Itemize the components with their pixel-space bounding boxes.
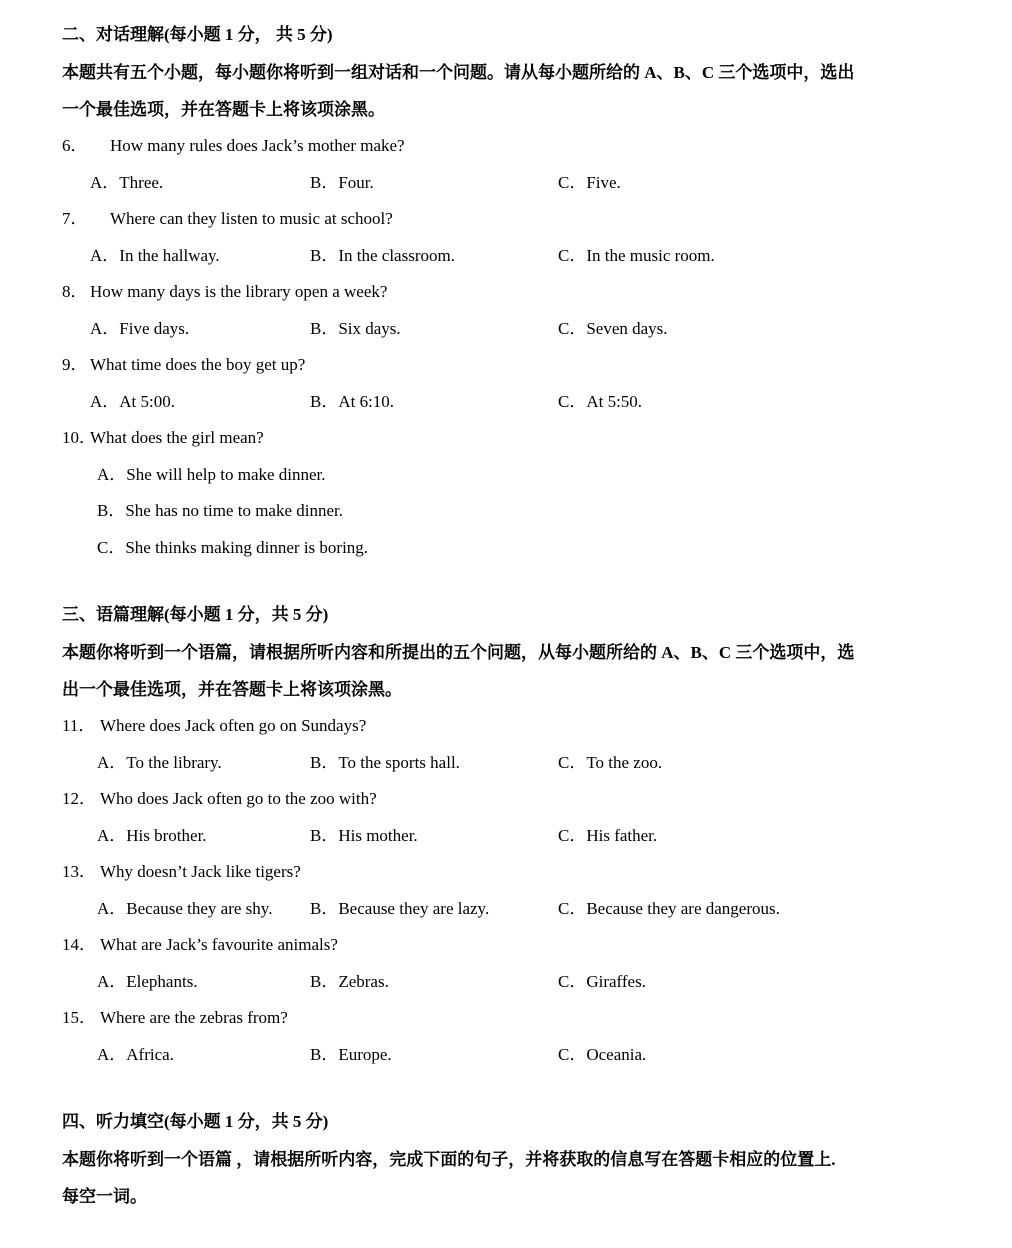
answer-option: C．Giraffes. [558,971,646,991]
question-number: 14． [62,935,96,954]
question-number: 9． [62,355,88,374]
question-number: 11． [62,716,96,735]
answer-option: C．At 5:50. [558,391,643,411]
question-text: Who does Jack often go to the zoo with? [100,789,377,808]
answer-option: C．Oceania. [558,1044,647,1064]
answer-option: C．Seven days. [558,318,668,338]
answer-option: B．Six days. [310,318,401,338]
answer-option: C．To the zoo. [558,752,663,772]
question-number: 15． [62,1008,96,1027]
question-text: What does the girl mean? [90,428,264,447]
question-text: What are Jack’s favourite animals? [100,935,338,954]
section-instructions: 本题你将听到一个语篇，请根据所听内容和所提出的五个问题，从每小题所给的 A、B、C 三个选项中，选 [62,643,855,662]
question-text: Where does Jack often go on Sundays? [100,716,367,735]
question-text: How many rules does Jack’s mother make? [110,136,405,155]
question-text: Where can they listen to music at school? [110,209,393,228]
question-number: 10． [62,428,96,447]
section-heading: 四、听力填空(每小题 1 分，共 5 分) [62,1112,329,1131]
answer-option: A．Because they are shy. [97,898,273,918]
answer-option: C．She thinks making dinner is boring. [97,537,369,557]
answer-option: C．His father. [558,825,658,845]
answer-option: B．Europe. [310,1044,392,1064]
answer-option: A．To the library. [97,752,222,772]
answer-option: A．She will help to make dinner. [97,464,326,484]
answer-option: C．In the music room. [558,245,715,265]
answer-option: B．To the sports hall. [310,752,460,772]
section-instructions: 本题你将听到一个语篇 ，请根据所听内容，完成下面的句子，并将获取的信息写在答题卡相应的位置上. [62,1150,836,1169]
answer-option: A．In the hallway. [90,245,220,265]
answer-option: C．Because they are dangerous. [558,898,780,918]
question-text: How many days is the library open a week? [90,282,388,301]
question-text: Why doesn’t Jack like tigers? [100,862,301,881]
section-instructions: 本题共有五个小题，每小题你将听到一组对话和一个问题。请从每小题所给的 A、B、C 三个选项中，选出 [62,63,855,82]
answer-option: B．At 6:10. [310,391,395,411]
question-number: 7． [62,209,88,228]
answer-option: A．Africa. [97,1044,174,1064]
answer-option: A．Elephants. [97,971,198,991]
answer-option: A．His brother. [97,825,207,845]
answer-option: B．Because they are lazy. [310,898,490,918]
section-instructions: 出一个最佳选项，并在答题卡上将该项涂黑。 [62,679,402,699]
answer-option: B．She has no time to make dinner. [97,501,343,520]
section-heading: 二、对话理解(每小题 1 分， 共 5 分) [62,25,333,44]
answer-option: B．In the classroom. [310,245,455,265]
question-number: 13． [62,862,96,881]
question-text: What time does the boy get up? [90,355,306,374]
answer-option: A．Three. [90,172,164,192]
question-text: Where are the zebras from? [100,1008,288,1027]
answer-option: B．Zebras. [310,971,389,991]
answer-option: B．His mother. [310,825,418,845]
section-instructions: 每空一词。 [62,1186,147,1206]
answer-option: B．Four. [310,172,374,192]
section-heading: 三、语篇理解(每小题 1 分，共 5 分) [62,605,329,624]
question-number: 6． [62,136,88,155]
answer-option: A．Five days. [90,318,190,338]
question-number: 8． [62,282,88,301]
question-number: 12． [62,789,96,808]
section-instructions: 一个最佳选项，并在答题卡上将该项涂黑。 [62,99,385,119]
answer-option: C．Five. [558,172,621,192]
answer-option: A．At 5:00. [90,391,175,411]
